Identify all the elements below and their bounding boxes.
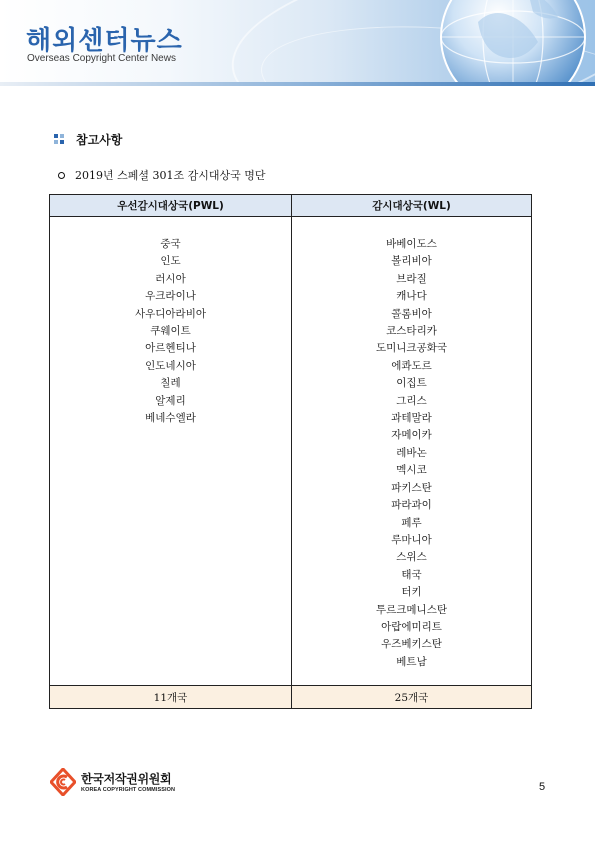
column-header-pwl: 우선감시대상국(PWL) <box>50 195 292 217</box>
table-header-row <box>50 195 532 217</box>
country-item: 자메이카 <box>391 429 432 442</box>
country-item: 태국 <box>401 568 422 581</box>
country-item: 터키 <box>401 586 422 599</box>
country-item: 쿠웨이트 <box>150 325 191 338</box>
section-heading <box>54 131 122 148</box>
country-item: 브라질 <box>396 272 427 285</box>
country-item: 페루 <box>401 516 422 529</box>
table-body-row <box>50 217 532 686</box>
country-item: 베트남 <box>396 655 427 668</box>
page-number: 5 <box>539 781 546 793</box>
country-item: 도미니크공화국 <box>375 342 447 355</box>
country-item: 과테말라 <box>391 412 432 425</box>
country-item: 사우디아라비아 <box>134 307 206 320</box>
country-item: 캐나다 <box>396 290 427 303</box>
column-header-wl: 감시대상국(WL) <box>292 195 532 217</box>
watch-list-table <box>49 194 532 709</box>
squares-icon <box>54 134 68 146</box>
header-title: 해외센터뉴스 <box>26 26 183 56</box>
country-item: 이집트 <box>396 377 427 390</box>
globe-icon <box>418 0 595 86</box>
country-item: 루마니아 <box>391 533 432 546</box>
circle-bullet-icon <box>58 172 65 179</box>
country-item: 바베이도스 <box>386 238 437 250</box>
country-item: 인도네시아 <box>145 359 196 372</box>
country-item: 아랍에미리트 <box>381 620 442 633</box>
header-subtitle: Overseas Copyright Center News <box>27 53 176 64</box>
country-item: 우크라이나 <box>145 290 196 303</box>
footer-org-name-en: KOREA COPYRIGHT COMMISSION <box>81 787 176 793</box>
country-item: 투르크메니스탄 <box>375 603 447 616</box>
bullet-text: 2019년 스페셜 301조 감시대상국 명단 <box>75 169 266 182</box>
country-item: 콜롬비아 <box>391 307 432 320</box>
bullet-line <box>58 167 266 183</box>
country-item: 멕시코 <box>396 464 427 477</box>
pwl-cell <box>50 217 292 686</box>
country-item: 파키스탄 <box>391 481 432 494</box>
country-item: 우즈베키스탄 <box>381 638 442 651</box>
wl-total: 25개국 <box>292 686 532 709</box>
country-item: 인도 <box>160 255 181 268</box>
country-item: 베네수엘라 <box>145 412 196 425</box>
table-total-row <box>50 686 532 709</box>
page-header <box>0 0 595 86</box>
country-item: 레바논 <box>396 446 427 459</box>
country-item: 파라과이 <box>391 499 432 512</box>
section-title: 참고사항 <box>76 133 123 147</box>
country-item: 중국 <box>160 238 181 250</box>
country-item: 아르헨티나 <box>145 342 196 355</box>
country-item: 러시아 <box>155 272 186 285</box>
wl-cell <box>292 217 532 686</box>
country-item: 그리스 <box>396 394 427 407</box>
country-item: 스위스 <box>396 551 427 564</box>
country-item: 코스타리카 <box>386 325 437 338</box>
header-divider <box>0 82 595 86</box>
country-item: 알제리 <box>155 394 186 407</box>
country-item: 에콰도르 <box>391 359 432 372</box>
kcc-logo-icon <box>50 768 76 796</box>
country-item: 칠레 <box>160 377 181 390</box>
footer-org-name: 한국저작권위원회 <box>81 772 172 786</box>
pwl-total: 11개국 <box>50 686 292 709</box>
country-item: 볼리비아 <box>391 255 432 268</box>
